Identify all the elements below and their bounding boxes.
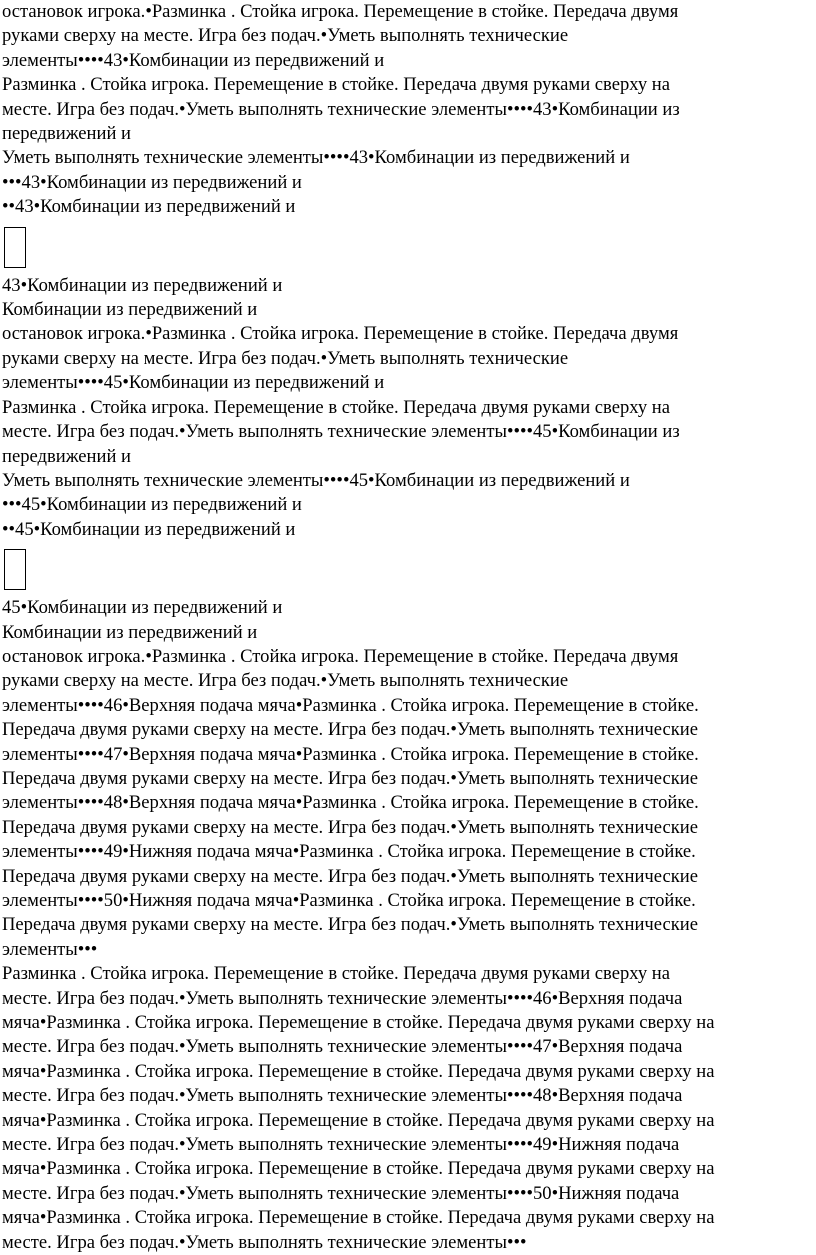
empty-box-2 <box>4 549 26 590</box>
text-block-5: ••43•Комбинации из передвижений и <box>2 196 296 218</box>
text-block-16: Разминка . Стойка игрока. Перемещение в стойке. Передача двумя руками сверху на месте. Игра без подач.•Уметь выполнять технические элементы••••46•Верхняя подача мяча•Разминка . Стойка игрока. Перемещение в стойке. Передача двумя руками сверху на месте. Игра без подач.•Уметь выполнять технические элементы••••47•Верхняя подача мяча•Разминка . Стойка игрока. Перемещение в стойке. Передача двумя руками сверху на месте. Игра без подач.•Уметь выполнять технические элементы••••48•Верхняя подача мяча•Разминка . Стойка игрока. Перемещение в стойке. Передача двумя руками сверху на месте. Игра без подач.•Уметь выполнять технические элементы••••49•Нижняя подача мяча•Разминка . Стойка игрока. Перемещение в стойке. Передача двумя руками сверху на месте. Игра без подач.•Уметь выполнять технические элементы••••50•Нижняя подача мяча•Разминка . Стойка игрока. Перемещение в стойке. Передача двумя руками сверху на месте. Игра без подач.•Уметь выполнять технические элементы••• <box>2 963 715 1253</box>
text-block-11: •••45•Комбинации из передвижений и <box>2 494 302 516</box>
text-block-10: Уметь выполнять технические элементы••••45•Комбинации из передвижений и <box>2 469 630 491</box>
text-block-9: Разминка . Стойка игрока. Перемещение в стойке. Передача двумя руками сверху на месте. Игра без подач.•Уметь выполнять технические элементы••••45•Комбинации из передвижений и <box>2 396 680 467</box>
text-block-7: Комбинации из передвижений и <box>2 299 258 321</box>
text-block-14: Комбинации из передвижений и <box>2 621 258 643</box>
text-block-6: 43•Комбинации из передвижений и <box>2 274 283 296</box>
text-block-12: ••45•Комбинации из передвижений и <box>2 518 296 540</box>
text-block-15: остановок игрока.•Разминка . Стойка игрока. Перемещение в стойке. Передача двумя руками сверху на месте. Игра без подач.•Уметь выполнять технические элементы••••46•Верхняя подача мяча•Разминка . Стойка игрока. Перемещение в стойке. Передача двумя руками сверху на месте. Игра без подач.•Уметь выполнять технические элементы••••47•Верхняя подача мяча•Разминка . Стойка игрока. Перемещение в стойке. Передача двумя руками сверху на месте. Игра без подач.•Уметь выполнять технические элементы••••48•Верхняя подача мяча•Разминка . Стойка игрока. Перемещение в стойке. Передача двумя руками сверху на месте. Игра без подач.•Уметь выполнять технические элементы••••49•Нижняя подача мяча•Разминка . Стойка игрока. Перемещение в стойке. Передача двумя руками сверху на месте. Игра без подач.•Уметь выполнять технические элементы••••50•Нижняя подача мяча•Разминка . Стойка игрока. Перемещение в стойке. Передача двумя руками сверху на месте. Игра без подач.•Уметь выполнять технические элементы••• <box>2 645 699 960</box>
text-block-4: •••43•Комбинации из передвижений и <box>2 171 302 193</box>
empty-box-1 <box>4 227 26 268</box>
text-block-3: Уметь выполнять технические элементы••••43•Комбинации из передвижений и <box>2 147 630 169</box>
text-block-1: остановок игрока.•Разминка . Стойка игрока. Перемещение в стойке. Передача двумя руками сверху на месте. Игра без подач.•Уметь выполнять технические элементы••••43•Комбинации из передвижений и <box>2 1 679 71</box>
text-block-2: Разминка . Стойка игрока. Перемещение в стойке. Передача двумя руками сверху на месте. Игра без подач.•Уметь выполнять технические элементы••••43•Комбинации из передвижений и <box>2 74 680 145</box>
text-block-13: 45•Комбинации из передвижений и <box>2 597 283 619</box>
text-block-8: остановок игрока.•Разминка . Стойка игрока. Перемещение в стойке. Передача двумя руками сверху на месте. Игра без подач.•Уметь выполнять технические элементы••••45•Комбинации из передвижений и <box>2 323 679 394</box>
